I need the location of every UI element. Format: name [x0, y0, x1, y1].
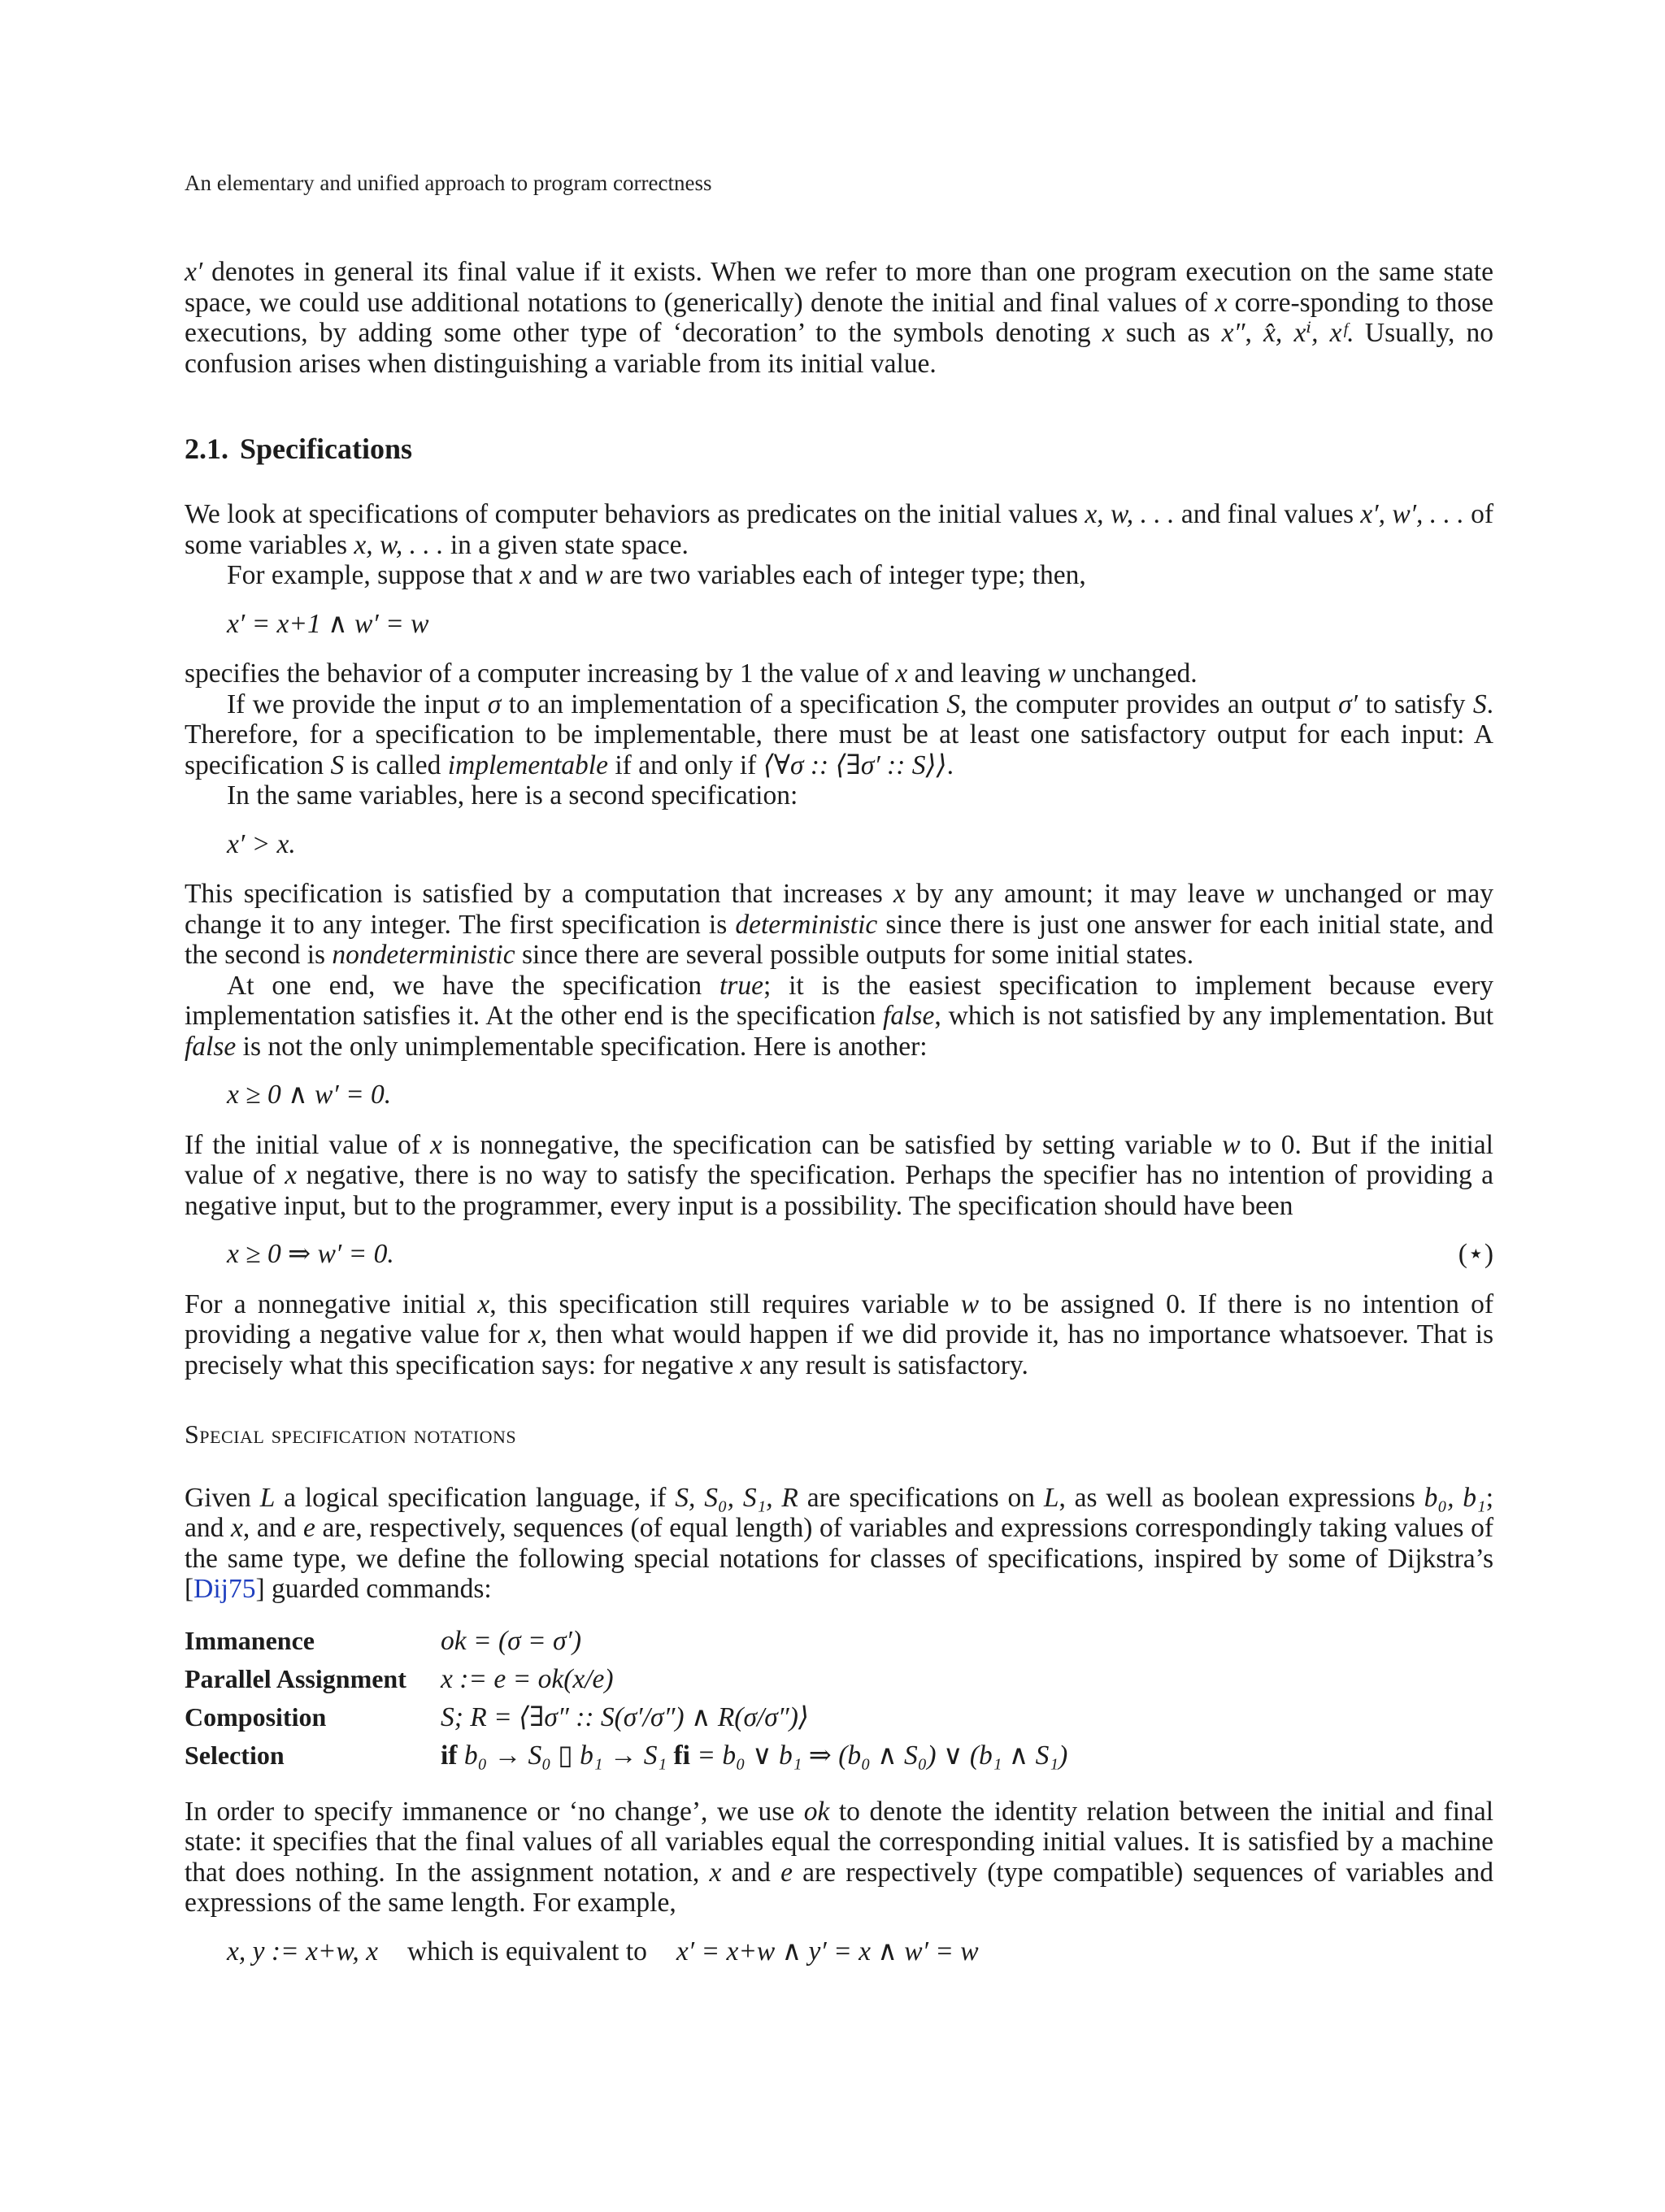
- definition-body: ok = (σ = σ′): [441, 1625, 582, 1656]
- definition-term: Selection: [185, 1740, 285, 1770]
- paragraph-negative: For a nonnegative initial x, this specification still requires variable w to be assigned 0. If there is no intention of providing a negative value for x, then what would happen if we did provide it, has no importance whatsoever. That is precisely what this specification says: for negative x any result is satisfactory.: [185, 1289, 1494, 1380]
- paragraph-notations: Given L a logical specification language, if S, S₀, S₁, R are specifications on L, as well as boolean expressions b₀, b₁; and x, and e are, respectively, sequences (of equal length) of variables and expressions correspondingly taking values of the same type, we define the following special notations for classes of specifications, inspired by some of Dijkstra’s [Dij75] guarded commands:: [185, 1482, 1494, 1604]
- paragraph-example: For example, suppose that x and w are two variables each of integer type; then,: [227, 560, 1086, 590]
- equation-greater: x′ > x.: [227, 828, 296, 859]
- definition-term: Parallel Assignment: [185, 1663, 406, 1693]
- definition-body: x := e = ok(x/e): [441, 1663, 614, 1694]
- definition-row: [185, 1702, 1493, 1740]
- paragraph-spec-intro: We look at specifications of computer behaviors as predicates on the initial values x, w, . . . and final values x′, w′, . . . of some variables x, w, . . . in a given state space.: [185, 499, 1493, 560]
- paragraph-behavior: specifies the behavior of a computer increasing by 1 the value of x and leaving w unchanged.: [185, 658, 1198, 689]
- equation-conjunction: x ≥ 0 ∧ w′ = 0.: [227, 1080, 392, 1110]
- paragraph-deterministic: This specification is satisfied by a computation that increases x by any amount; it may leave w unchanged or may change it to any integer. The first specification is deterministic since there is just one answer for each initial state, and the second is nondeterministic since there are several possible outputs for some initial states.: [185, 879, 1493, 970]
- definition-term: Composition: [185, 1701, 327, 1732]
- definition-row: [185, 1740, 1493, 1779]
- paragraph-immanence: In order to specify immanence or ‘no change’, we use ok to denote the identity relation between the initial and final state: it specifies that the final values of all variables equal the corresponding initial values. It is satisfied by a machine that does nothing. In the assignment notation, x and e are respectively (type compatible) sequences of variables and expressions of the same length. For example,: [185, 1796, 1493, 1918]
- equation-assignment-example: x, y := x+w, x which is equivalent to x′ = x+w ∧ y′ = x ∧ w′ = w: [227, 1936, 979, 1966]
- paragraph-nonnegative: If the initial value of x is nonnegative, the specification can be satisfied by setting variable w to 0. But if the initial value of x negative, there is no way to satisfy the specification. Perhaps the specifier has no intention of providing a negative input, but to the programmer, every input is a possibility. The specification should have been: [185, 1129, 1493, 1221]
- page-body: [185, 257, 1493, 1986]
- definition-body: if b₀ → S₀ ▯ b₁ → S₁ fi = b₀ ∨ b₁ ⇒ (b₀ ∧ S₀) ∨ (b₁ ∧ S₁): [441, 1740, 1068, 1771]
- section-heading: 2.1. Specifications: [185, 432, 412, 465]
- definition-row: [185, 1664, 1493, 1702]
- intro-paragraph: x′ denotes in general its final value if it exists. When we refer to more than one program execution on the same state space, we could use additional notations to (generically) denote the initial and final values of x corre-sponding to those executions, by adding some other type of ‘decoration’ to the symbols denoting x such as x″, x̂, xⁱ, xᶠ. Usually, no confusion arises when distinguishing a variable from its initial value.: [185, 257, 1494, 379]
- equation-tag: (⋆): [1458, 1239, 1493, 1269]
- definitions-table: [185, 1626, 1493, 1779]
- subheading: Special specification notations: [185, 1419, 517, 1449]
- definition-row: [185, 1626, 1493, 1664]
- running-head: An elementary and unified approach to program correctness: [185, 171, 712, 195]
- paragraph-true-false: At one end, we have the specification true; it is the easiest specification to implement because every implementation satisfies it. At the other end is the specification false, which is not satisfied by any implementation. But false is not the only unimplementable specification. Here is another:: [185, 970, 1493, 1062]
- equation-implication: x ≥ 0 ⇒ w′ = 0. (⋆): [227, 1239, 1493, 1269]
- paragraph-implementable: If we provide the input σ to an implementation of a specification S, the computer provides an output σ′ to satisfy S. Therefore, for a specification to be implementable, there must be at least one satisfactory output for each input: A specification S is called implementable if and only if ⟨∀σ :: ⟨∃σ′ :: S⟩⟩.: [185, 689, 1493, 780]
- paragraph-second-spec: In the same variables, here is a second specification:: [227, 780, 798, 810]
- definition-body: S; R = ⟨∃σ″ :: S(σ′/σ″) ∧ R(σ/σ″)⟩: [441, 1701, 809, 1732]
- equation-increment: x′ = x+1 ∧ w′ = w: [227, 608, 429, 639]
- definition-term: Immanence: [185, 1625, 315, 1655]
- citation-link[interactable]: Dij75: [193, 1574, 256, 1604]
